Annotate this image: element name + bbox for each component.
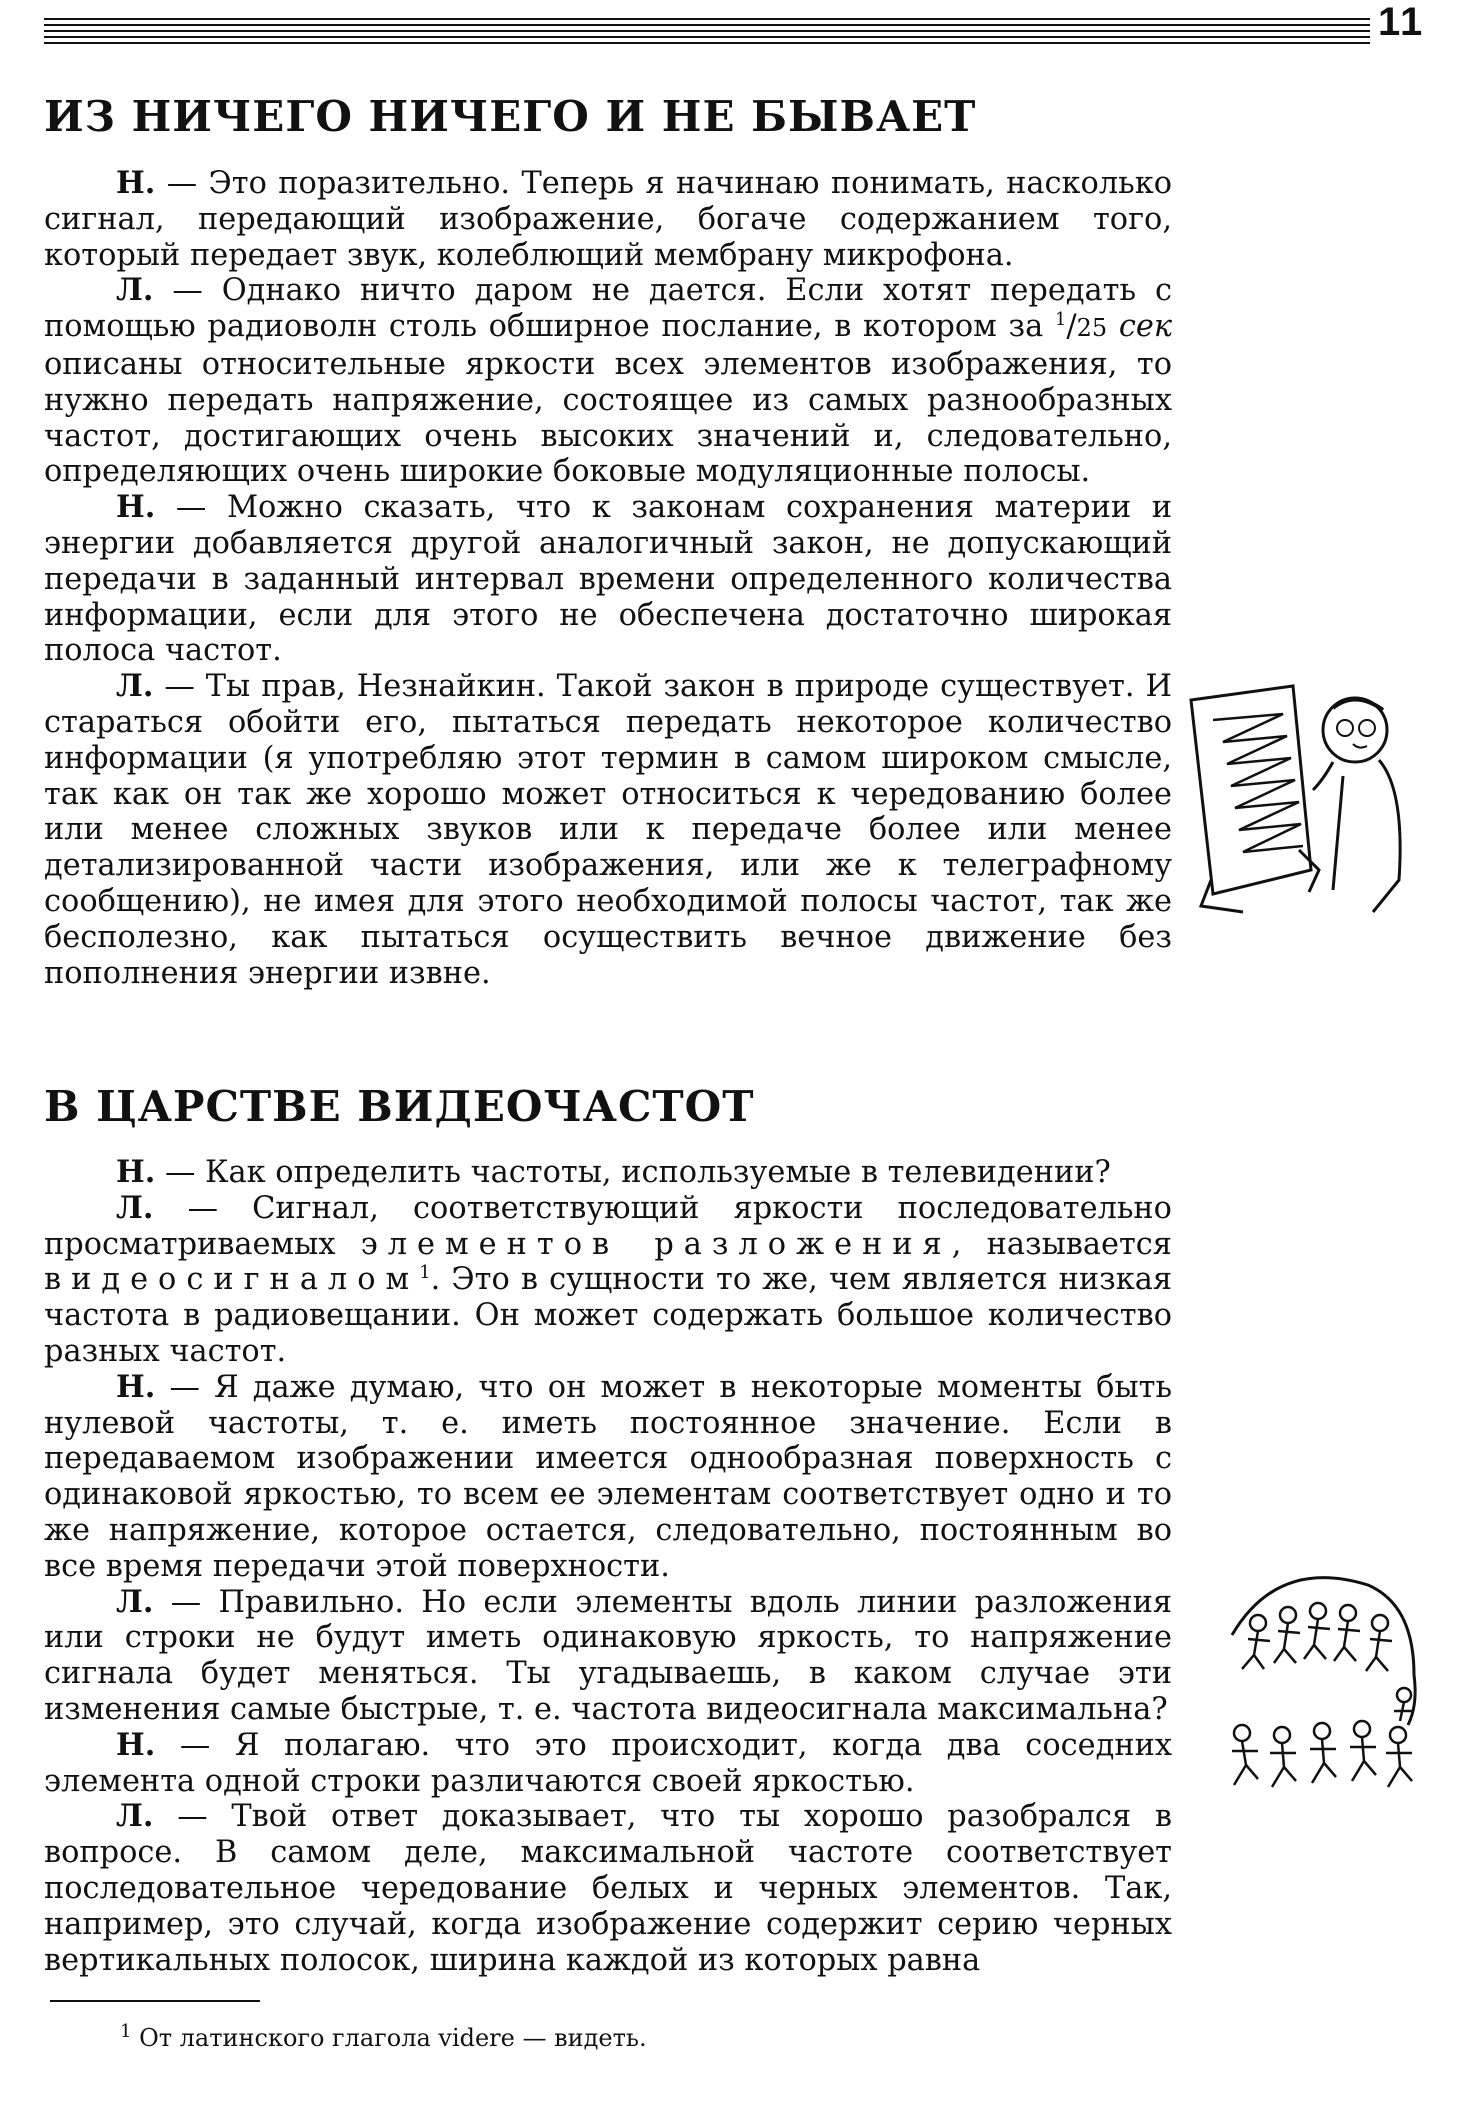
- paragraph-text: Я полагаю. что это происходит, когда два соседних элемента одной строки различаются своей яркостью.: [44, 1727, 1172, 1799]
- dialogue-paragraph: Л. — Сигнал, соответствующий яркости последовательно просматриваемых элементов разложения, называется видеосигналом$^1$. Это в сущности то же, чем является низкая частота в радиовещании. Он может содержать большое количество разных частот.: [44, 1189, 1172, 1369]
- speaker-label: Н.: [116, 1726, 156, 1763]
- spaced-term: элементов разложения: [360, 1226, 952, 1262]
- paragraph-text: Ты прав, Незнайкин. Такой закон в природе существует. И стараться обойти его, пытаться передать некоторое количество информации (я употребляю этот термин в самом широком смысле, так как он так же хорошо может относиться к чередованию более или менее сложных звуков или к передаче более или менее детализированной части изображения, или же к телеграфному сообщению), не имея для этого необходимой полосы частот, так же бесполезно, как пытаться осуществить вечное движение без пополнения энергии извне.: [44, 669, 1172, 991]
- speaker-label: Л.: [116, 668, 154, 705]
- running-figures-circle-icon: [1218, 1565, 1430, 1815]
- speaker-label: Н.: [116, 1368, 156, 1405]
- paragraph-text: Можно сказать, что к законам сохранения материи и энергии добавляется другой аналогичный закон, не допускающий передачи в заданный интервал времени определенного количества информации, если для этого не обеспечена достаточно широкая полоса частот.: [44, 490, 1172, 669]
- footnote-divider: [50, 2000, 260, 2002]
- speaker-label: Л.: [116, 1583, 154, 1620]
- paragraph-text: Правильно. Но если элементы вдоль линии разложения или строки не будут иметь одинаковую яркость, то напряжение сигнала будет меняться. Ты угадываешь, в каком случае эти изменения самые быстрые, т. е. частота видеосигнала максимальна?: [44, 1584, 1172, 1727]
- dialogue-paragraph: Н. — Это поразительно. Теперь я начинаю понимать, насколько сигнал, передающий изображение, богаче содержанием того, который передает звук, колеблющий мембрану микрофона.: [44, 165, 1172, 273]
- dialogue-paragraph: Н. — Можно сказать, что к законам сохранения материи и энергии добавляется другой аналогичный закон, не допускающий передачи в заданный интервал времени определенного количества информации, если для этого не обеспечена достаточно широкая полоса частот.: [44, 489, 1172, 669]
- dialogue-paragraph: Л. — Однако ничто даром не дается. Если хотят передать с помощью радиоволн столь обширное послание, в котором за $^1$/25 сек описаны относительные яркости всех элементов изображения, то нужно передать напряжение, состоящее из самых разнообразных частот, достигающих очень высоких значений и, следовательно, определяющих очень широкие боковые модуляционные полосы.: [44, 272, 1173, 490]
- footnote-marker: 1: [419, 1262, 431, 1284]
- speaker-label: Л.: [116, 1798, 154, 1835]
- dialogue-paragraph: Н. — Я даже думаю, что он может в некоторые моменты быть нулевой частоты, т. е. иметь постоянное значение. Если в передаваемом изображении имеется однообразная поверхность с одинаковой яркостью, то всем ее элементам соответствует одно и то же напряжение, которое остается, следовательно, постоянным во все время передачи этой поверхности.: [44, 1368, 1172, 1584]
- paragraph-text: Я даже думаю, что он может в некоторые моменты быть нулевой частоты, т. е. иметь постоянное значение. Если в передаваемом изображении имеется однообразная поверхность с одинаковой яркостью, то всем ее элементам соответствует одно и то же напряжение, которое остается, следовательно, постоянным во все время передачи этой поверхности.: [44, 1369, 1172, 1584]
- speaker-label: Н.: [116, 165, 156, 201]
- speaker-label: Л.: [116, 272, 154, 309]
- footnote: [120, 2021, 647, 2052]
- fraction-numerator: 1: [1054, 309, 1067, 331]
- dialogue-paragraph: Н. — Как определить частоты, используемые в телевидении?: [116, 1154, 1111, 1190]
- header-rule: [44, 18, 1370, 44]
- speaker-label: Н.: [116, 1154, 156, 1190]
- fraction-denominator: 25: [1076, 314, 1108, 343]
- speaker-label: Л.: [116, 1189, 154, 1226]
- section-title: ИЗ НИЧЕГО НИЧЕГО И НЕ БЫВАЕТ: [44, 92, 977, 141]
- paragraph-text: Как определить частоты, используемые в телевидении?: [205, 1155, 1111, 1190]
- paragraph-text: описаны относительные яркости всех элементов изображения, то нужно передать напряжение, состоящее из самых разнообразных частот, достигающих очень высоких значений и, следовательно, определяющих очень широкие боковые модуляционные полосы.: [44, 346, 1172, 490]
- dialogue-paragraph: Л. — Твой ответ доказывает, что ты хорошо разобрался в вопросе. В самом деле, максимальной частоте соответствует последовательное чередование белых и черных элементов. Так, например, это случай, когда изображение содержит серию черных вертикальных полосок, ширина каждой из которых равна: [44, 1798, 1172, 1978]
- spaced-term: видеосигналом: [44, 1262, 420, 1298]
- man-with-zigzag-signal-sheet-icon: [1183, 680, 1423, 920]
- section-title: В ЦАРСТВЕ ВИДЕОЧАСТОТ: [44, 1082, 755, 1131]
- dialogue-paragraph: Н. — Я полагаю. что это происходит, когда два соседних элемента одной строки различаются своей яркостью.: [44, 1726, 1172, 1799]
- footnote-marker: 1: [120, 2021, 132, 2042]
- page-number: 11: [1378, 0, 1425, 44]
- dialogue-paragraph: Л. — Правильно. Но если элементы вдоль линии разложения или строки не будут иметь одинаковую яркость, то напряжение сигнала будет меняться. Ты угадываешь, в каком случае эти изменения самые быстрые, т. е. частота видеосигнала максимальна?: [44, 1583, 1172, 1727]
- paragraph-text: Это поразительно. Теперь я начинаю понимать, насколько сигнал, передающий изображение, богаче содержанием того, который передает звук, колеблющий мембрану микрофона.: [44, 166, 1172, 273]
- section-body: [44, 166, 1172, 991]
- paragraph-text: Однако ничто даром не дается. Если хотят передать с помощью радиоволн столь обширное послание, в котором за: [44, 273, 1172, 345]
- speaker-label: Н.: [116, 489, 156, 526]
- dialogue-paragraph: Л. — Ты прав, Незнайкин. Такой закон в природе существует. И стараться обойти его, пытаться передать некоторое количество информации (я употребляю этот термин в самом широком смысле, так как он так же хорошо может относиться к чередованию более или менее сложных звуков или к передаче более или менее детализированной части изображения, или же к телеграфному сообщению), не имея для этого необходимой полосы частот, так же бесполезно, как пытаться осуществить вечное движение без пополнения энергии извне.: [44, 668, 1172, 991]
- paragraph-text: Твой ответ доказывает, что ты хорошо разобрался в вопросе. В самом деле, максимальной частоте соответствует последовательное чередование белых и черных элементов. Так, например, это случай, когда изображение содержит серию черных вертикальных полосок, ширина каждой из которых равна: [44, 1799, 1172, 1978]
- section-body: [44, 1155, 1172, 1978]
- paragraph-text: Сигнал, соответствующий яркости последовательно просматриваемых: [44, 1190, 1172, 1262]
- footnote-text: От латинского глагола videre — видеть.: [139, 2024, 647, 2052]
- unit-label: сек: [1118, 309, 1173, 345]
- paragraph-text: . Это в сущности то же, чем является низкая частота в радиовещании. Он может содержать большое количество разных частот.: [44, 1262, 1172, 1369]
